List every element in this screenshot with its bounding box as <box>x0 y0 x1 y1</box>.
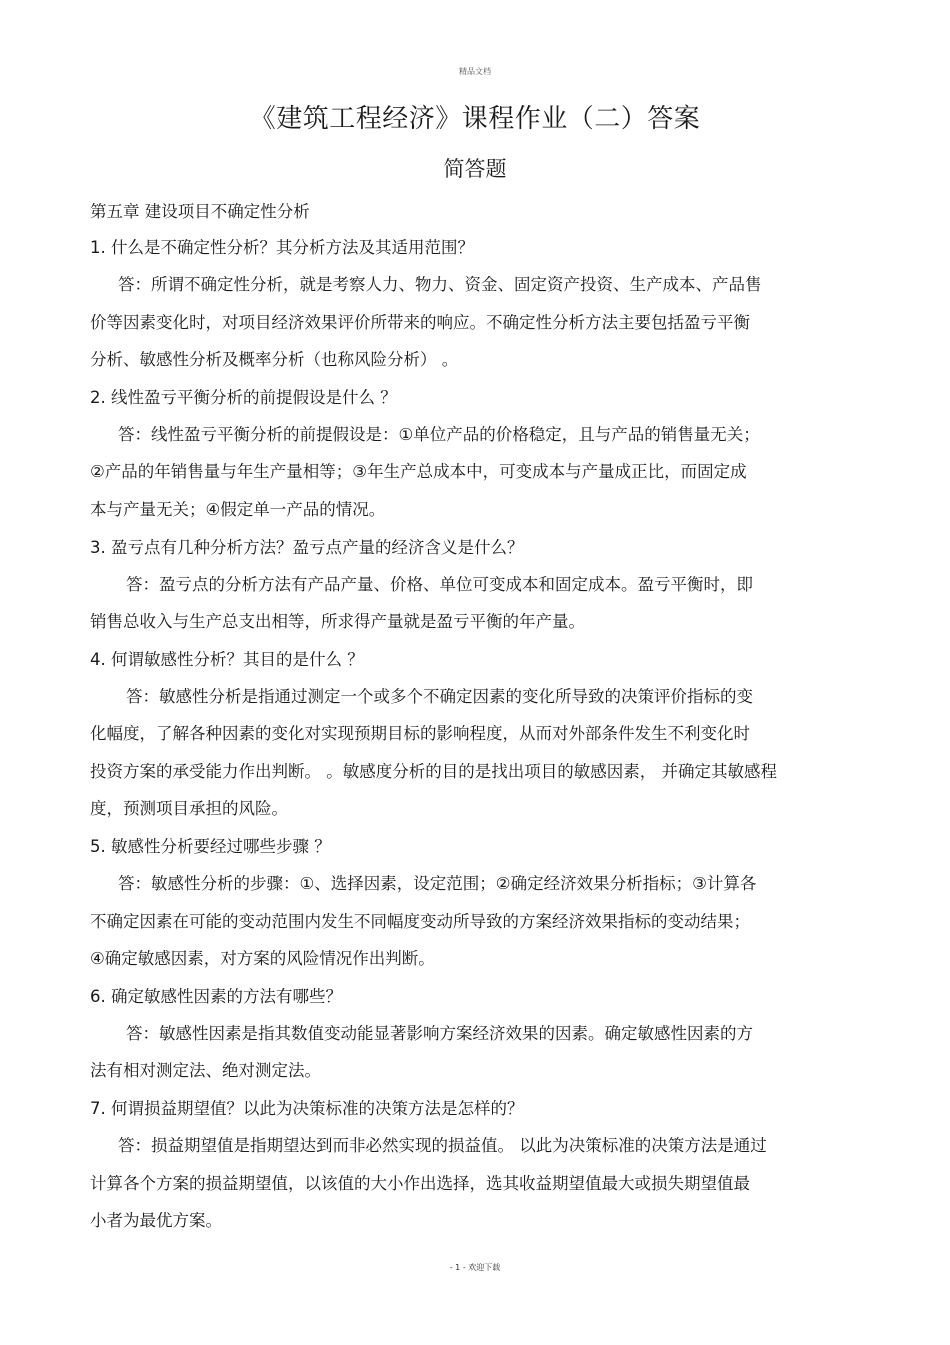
answer-6-line-2: 法有相对测定法、绝对测定法。 <box>90 1061 321 1080</box>
answer-7-line-1: 答：损益期望值是指期望达到而非必然实现的损益值。 以此为决策标准的决策方法是通过 <box>118 1136 767 1155</box>
answer-7-line-2: 计算各个方案的损益期望值，以该值的大小作出选择，选其收益期望值最大或损失期望值最 <box>90 1174 750 1193</box>
question-6: 6. 确定敏感性因素的方法有哪些？ <box>90 987 342 1006</box>
answer-2-line-2: ②产品的年销售量与年生产量相等；③年生产总成本中，可变成本与产量成正比，而固定成 <box>90 462 747 481</box>
page-footer: - 1 - 欢迎下载 <box>449 1263 501 1272</box>
answer-4-line-2: 化幅度，了解各种因素的变化对实现预期目标的影响程度，从而对外部条件发生不利变化时 <box>90 724 750 743</box>
question-1: 1. 什么是不确定性分析？其分析方法及其适用范围？ <box>90 238 474 257</box>
answer-2-line-3: 本与产量无关；④假定单一产品的情况。 <box>90 500 386 519</box>
answer-2-line-1: 答：线性盈亏平衡分析的前提假设是：①单位产品的价格稳定，且与产品的销售量无关； <box>118 425 760 444</box>
question-5: 5. 敏感性分析要经过哪些步骤 ？ <box>90 837 331 856</box>
answer-5-line-1: 答：敏感性分析的步骤：①、选择因素，设定范围；②确定经济效果分析指标；③计算各 <box>118 874 757 893</box>
answer-3-line-2: 销售总收入与生产总支出相等，所求得产量就是盈亏平衡的年产量。 <box>90 612 585 631</box>
answer-7-line-3: 小者为最优方案。 <box>90 1211 222 1230</box>
answer-4-line-3: 投资方案的承受能力作出判断。 。敏感度分析的目的是找出项目的敏感因素， 并确定其敏感程 <box>90 762 777 781</box>
answer-1-line-1: 答：所谓不确定性分析，就是考察人力、物力、资金、固定资产投资、生产成本、产品售 <box>118 275 762 294</box>
question-3: 3. 盈亏点有几种分析方法？盈亏点产量的经济含义是什么？ <box>90 538 524 557</box>
answer-3-line-1: 答：盈亏点的分析方法有产品产量、价格、单位可变成本和固定成本。盈亏平衡时，即 <box>126 575 753 594</box>
answer-5-line-2: 不确定因素在可能的变动范围内发生不同幅度变动所导致的方案经济效果指标的变动结果； <box>90 912 750 931</box>
question-7: 7. 何谓损益期望值？以此为决策标准的决策方法是怎样的？ <box>90 1099 524 1118</box>
answer-6-line-1: 答：敏感性因素是指其数值变动能显著影响方案经济效果的因素。确定敏感性因素的方 <box>126 1024 753 1043</box>
answer-4-line-1: 答：敏感性分析是指通过测定一个或多个不确定因素的变化所导致的决策评价指标的变 <box>126 687 753 706</box>
answer-1-line-3: 分析、敏感性分析及概率分析（也称风险分析） 。 <box>90 350 459 369</box>
answer-4-line-4: 度，预测项目承担的风险。 <box>90 799 288 818</box>
section-subtitle: 简答题 <box>443 157 507 181</box>
document-title: 《建筑工程经济》课程作业（二）答案 <box>249 104 701 134</box>
answer-1-line-2: 价等因素变化时，对项目经济效果评价所带来的响应。不确定性分析方法主要包括盈亏平衡 <box>90 313 750 332</box>
question-2: 2. 线性盈亏平衡分析的前提假设是什么 ？ <box>90 388 397 407</box>
question-4: 4. 何谓敏感性分析？其目的是什么 ？ <box>90 650 364 669</box>
answer-5-line-3: ④确定敏感因素，对方案的风险情况作出判断。 <box>90 949 435 968</box>
header-watermark-text: 精品文档 <box>459 67 491 76</box>
chapter-heading: 第五章 建设项目不确定性分析 <box>90 202 310 221</box>
